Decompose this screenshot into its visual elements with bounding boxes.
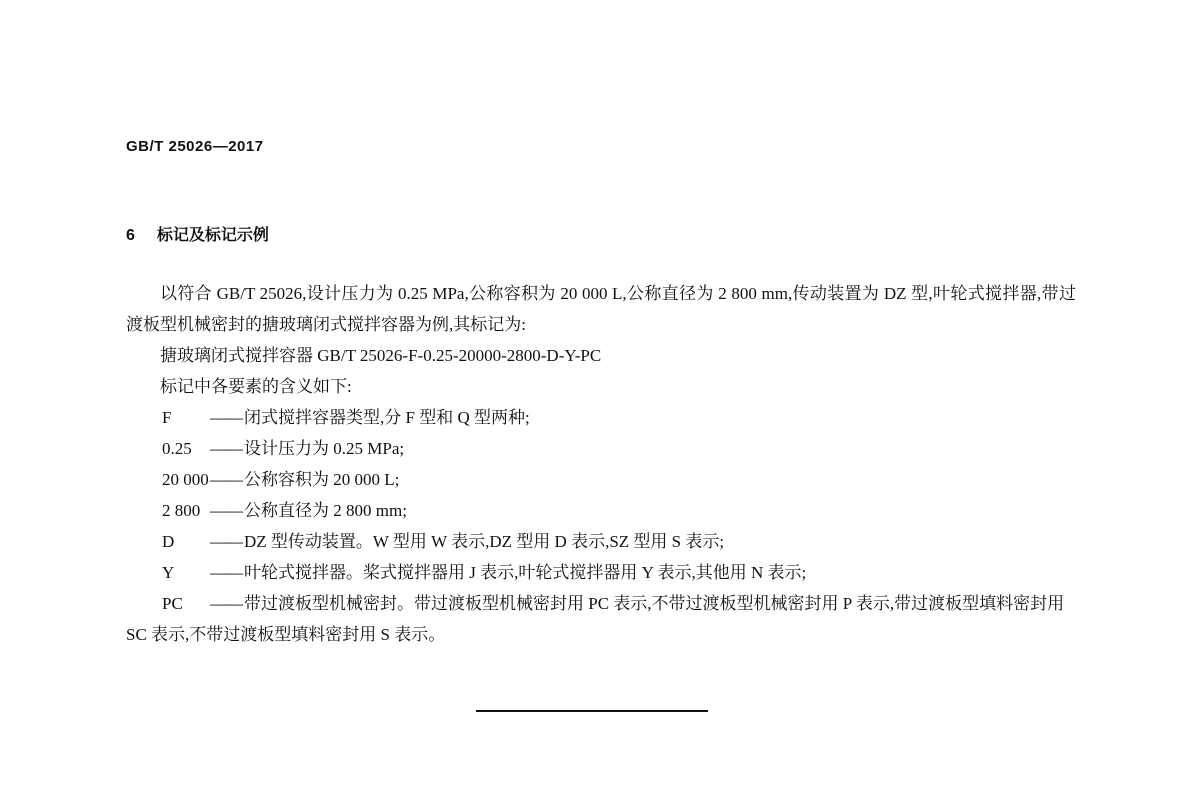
legend-item — [126, 433, 1076, 464]
legend-key: 0.25 — [162, 439, 192, 458]
legend-list — [126, 402, 1076, 650]
legend-dash: —— — [210, 408, 242, 427]
section-title: 标记及标记示例 — [156, 227, 269, 244]
legend-key: 2 800 — [162, 501, 201, 520]
legend-dash: —— — [210, 501, 242, 520]
legend-dash: —— — [210, 532, 242, 551]
paragraph-example-intro: 以符合 GB/T 25026,设计压力为 0.25 MPa,公称容积为 20 000 L,公称直径为 2 800 mm,传动装置为 DZ 型,叶轮式搅拌器,带过渡板型机械密封的搪玻璃闭式搅拌容器为例,其标记为: — [126, 284, 1076, 334]
legend-dash: —— — [210, 594, 242, 613]
footer-divider — [476, 710, 708, 712]
legend-description: 公称直径为 2 800 mm; — [244, 501, 407, 520]
paragraph-marking-code: 搪玻璃闭式搅拌容器 GB/T 25026-F-0.25-20000-2800-D-Y-PC — [160, 346, 602, 365]
legend-description: 闭式搅拌容器类型,分 F 型和 Q 型两种; — [244, 408, 530, 427]
legend-description: 公称容积为 20 000 L; — [244, 470, 400, 489]
legend-description: 设计压力为 0.25 MPa; — [244, 439, 405, 458]
legend-description: 带过渡板型机械密封。带过渡板型机械密封用 PC 表示,不带过渡板型机械密封用 P 表示,带过渡板型填料密封用 SC 表示,不带过渡板型填料密封用 S 表示。 — [126, 594, 1065, 644]
body-content — [126, 278, 1076, 650]
legend-description: 叶轮式搅拌器。桨式搅拌器用 J 表示,叶轮式搅拌器用 Y 表示,其他用 N 表示; — [244, 563, 807, 582]
legend-item — [126, 557, 1076, 588]
legend-dash: —— — [210, 439, 242, 458]
legend-key: F — [162, 408, 172, 427]
legend-item — [126, 495, 1076, 526]
legend-key: D — [162, 532, 175, 551]
legend-key: 20 000 — [162, 470, 209, 489]
paragraph-legend-intro: 标记中各要素的含义如下: — [160, 377, 352, 396]
legend-key: Y — [162, 563, 175, 582]
legend-item — [126, 588, 1076, 650]
legend-item — [126, 402, 1076, 433]
section-heading — [126, 222, 269, 245]
legend-key: PC — [162, 594, 183, 613]
standard-code-header: GB/T 25026—2017 — [126, 138, 264, 155]
legend-description: DZ 型传动装置。W 型用 W 表示,DZ 型用 D 表示,SZ 型用 S 表示; — [244, 532, 725, 551]
legend-dash: —— — [210, 563, 242, 582]
legend-dash: —— — [210, 470, 242, 489]
legend-item — [126, 464, 1076, 495]
legend-item — [126, 526, 1076, 557]
section-number: 6 — [126, 227, 135, 244]
